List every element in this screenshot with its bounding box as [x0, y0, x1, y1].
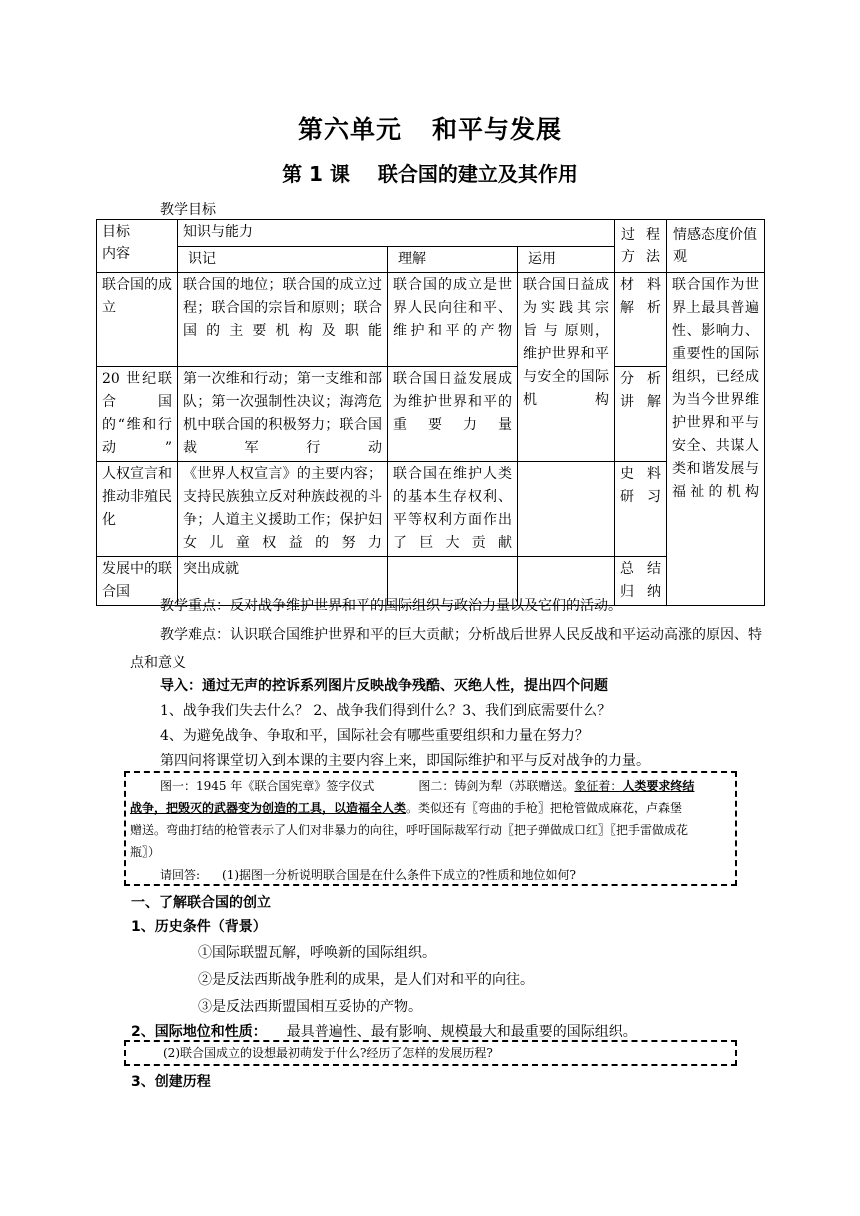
symbol-label: 象征着：	[574, 779, 623, 793]
similar-examples: 。类似还有〖弯曲的手枪〗把枪管做成麻花，卢森堡	[406, 801, 683, 815]
corner-bottom: 内容	[102, 246, 130, 262]
row-topic: 人权宣言和 推动非殖民化	[97, 462, 178, 557]
unit-number: 第六单元	[297, 115, 402, 144]
condition-item: ②是反法西斯战争胜利的成果，是人们对和平的向往。	[198, 972, 534, 988]
question-label: 请回答:	[160, 868, 201, 882]
lesson-title	[0, 158, 860, 187]
row-method: 总 结 归纳	[615, 557, 667, 606]
box1-line3: 赠送。弯曲打结的枪管表示了人们对非暴力的向往，呼吁国际裁军行动〖把子弹做成口红〗〖把手雷做成花	[130, 823, 689, 837]
box1-line1	[160, 775, 694, 797]
picture-2-caption: 图二：铸剑为犁（苏联赠送。	[418, 779, 575, 793]
row-method: 分 析 讲解	[615, 367, 667, 462]
intro-heading: 导入：通过无声的控诉系列图片反映战争残酷、灭绝人性，提出四个问题	[160, 678, 608, 694]
question-4-note: 第四问将课堂切入到本课的主要内容上来，即国际维护和平与反对战争的力量。	[160, 753, 650, 769]
understand-header: 理解	[388, 246, 518, 273]
objectives-label: 教学目标	[160, 202, 216, 218]
unit-name: 和平与发展	[432, 115, 563, 144]
row-topic: 20 世纪联合 国 的“维和行动”	[97, 367, 178, 462]
row-understand: 联合国在维护人类的基本生存权利、平等权利方面作出了巨大贡献	[388, 462, 518, 557]
row-understand: 联合国日益发展成为维护世界和平的重要力量	[388, 367, 518, 462]
condition-item: ①国际联盟瓦解，呼唤新的国际组织。	[198, 945, 436, 961]
row-topic: 发展中的联合国	[97, 557, 178, 606]
question-4: 4、为避免战争、争取和平，国际社会有哪些重要组织和力量在努力？	[160, 728, 589, 744]
recall-header: 识记	[178, 246, 388, 273]
objectives-table	[96, 219, 765, 606]
table-corner-cell	[97, 220, 178, 273]
section-1-heading: 一、了解联合国的创立	[131, 895, 271, 911]
symbol-text-continued: 战争，把毁灭的武器变为创造的工具，以造福全人类	[130, 801, 407, 815]
emotion-cell: 联合国作为世界上最具普遍性、影响力、重要性的国际组织，已经成为当今世界维护世界和平与安全、共谋人类和谐发展与福祉的机构	[667, 273, 765, 606]
symbol-text: 人类要求终结	[622, 779, 695, 793]
question-2: (2)联合国成立的设想最初萌发于什么?经历了怎样的发展历程?	[163, 1046, 493, 1060]
unit-title	[0, 110, 860, 146]
apply-cell: 联合国日益成为实践其宗 旨 与 原则，维护世界和平与安全的国际机构	[518, 273, 615, 462]
lesson-number: 第 1 课	[282, 162, 350, 186]
apply-empty-cell	[518, 462, 615, 557]
lesson-name: 联合国的建立及其作用	[377, 162, 578, 186]
teaching-focus: 教学重点：反对战争维护世界和平的国际组织与政治力量以及它们的活动。	[160, 598, 622, 614]
emotion-header: 情感态度价值观	[667, 220, 765, 273]
apply-header: 运用	[518, 246, 615, 273]
section-1-sub1: 1、历史条件（背景）	[131, 919, 267, 935]
box1-line2	[130, 797, 682, 819]
status-text: 最具普遍性、最有影响、规模最大和最重要的国际组织。	[286, 1024, 637, 1040]
condition-item: ③是反法西斯盟国相互妥协的产物。	[198, 999, 422, 1015]
row-recall: 第一次维和行动；第一支维和部队；第一次强制性决议；海湾危机中联合国的积极努力；联合国裁军行动	[178, 367, 388, 462]
section-1-sub3: 3、创建历程	[131, 1074, 211, 1090]
row-understand: 联合国的成立是世界人民向往和平、维护和平的产物	[388, 273, 518, 367]
box1-question	[160, 864, 576, 886]
box1-line4: 瓶〗）	[130, 845, 161, 859]
questions-1-3: 1、战争我们失去什么？ 2、战争我们得到什么？3、我们到底需要什么？	[160, 703, 612, 719]
status-label: 2、国际地位和性质：	[131, 1024, 267, 1040]
question-1: (1)据图一分析说明联合国是在什么条件下成立的?性质和地位如何?	[222, 868, 576, 882]
row-recall: 突出成就	[178, 557, 388, 606]
method-header: 过 程 方法	[615, 220, 667, 273]
row-topic: 联合国的成立	[97, 273, 178, 367]
row-recall: 《世界人权宣言》的主要内容；支持民族独立反对种族歧视的斗争；人道主义援助工作；保护妇女儿童权益的努力	[178, 462, 388, 557]
row-method: 史 料 研习	[615, 462, 667, 557]
teaching-difficulty: 教学难点：认识联合国维护世界和平的巨大贡献；分析战后世界人民反战和平运动高涨的原因、特点和意义	[130, 627, 762, 671]
picture-1-caption: 图一：1945 年《联合国宪章》签字仪式	[160, 779, 375, 793]
corner-top: 目标	[102, 224, 130, 240]
row-method: 材 料 解析	[615, 273, 667, 367]
row-recall: 联合国的地位；联合国的成立过程；联合国的宗旨和原则；联合国的主要机构及职能	[178, 273, 388, 367]
knowledge-header: 知识与能力	[178, 220, 615, 247]
